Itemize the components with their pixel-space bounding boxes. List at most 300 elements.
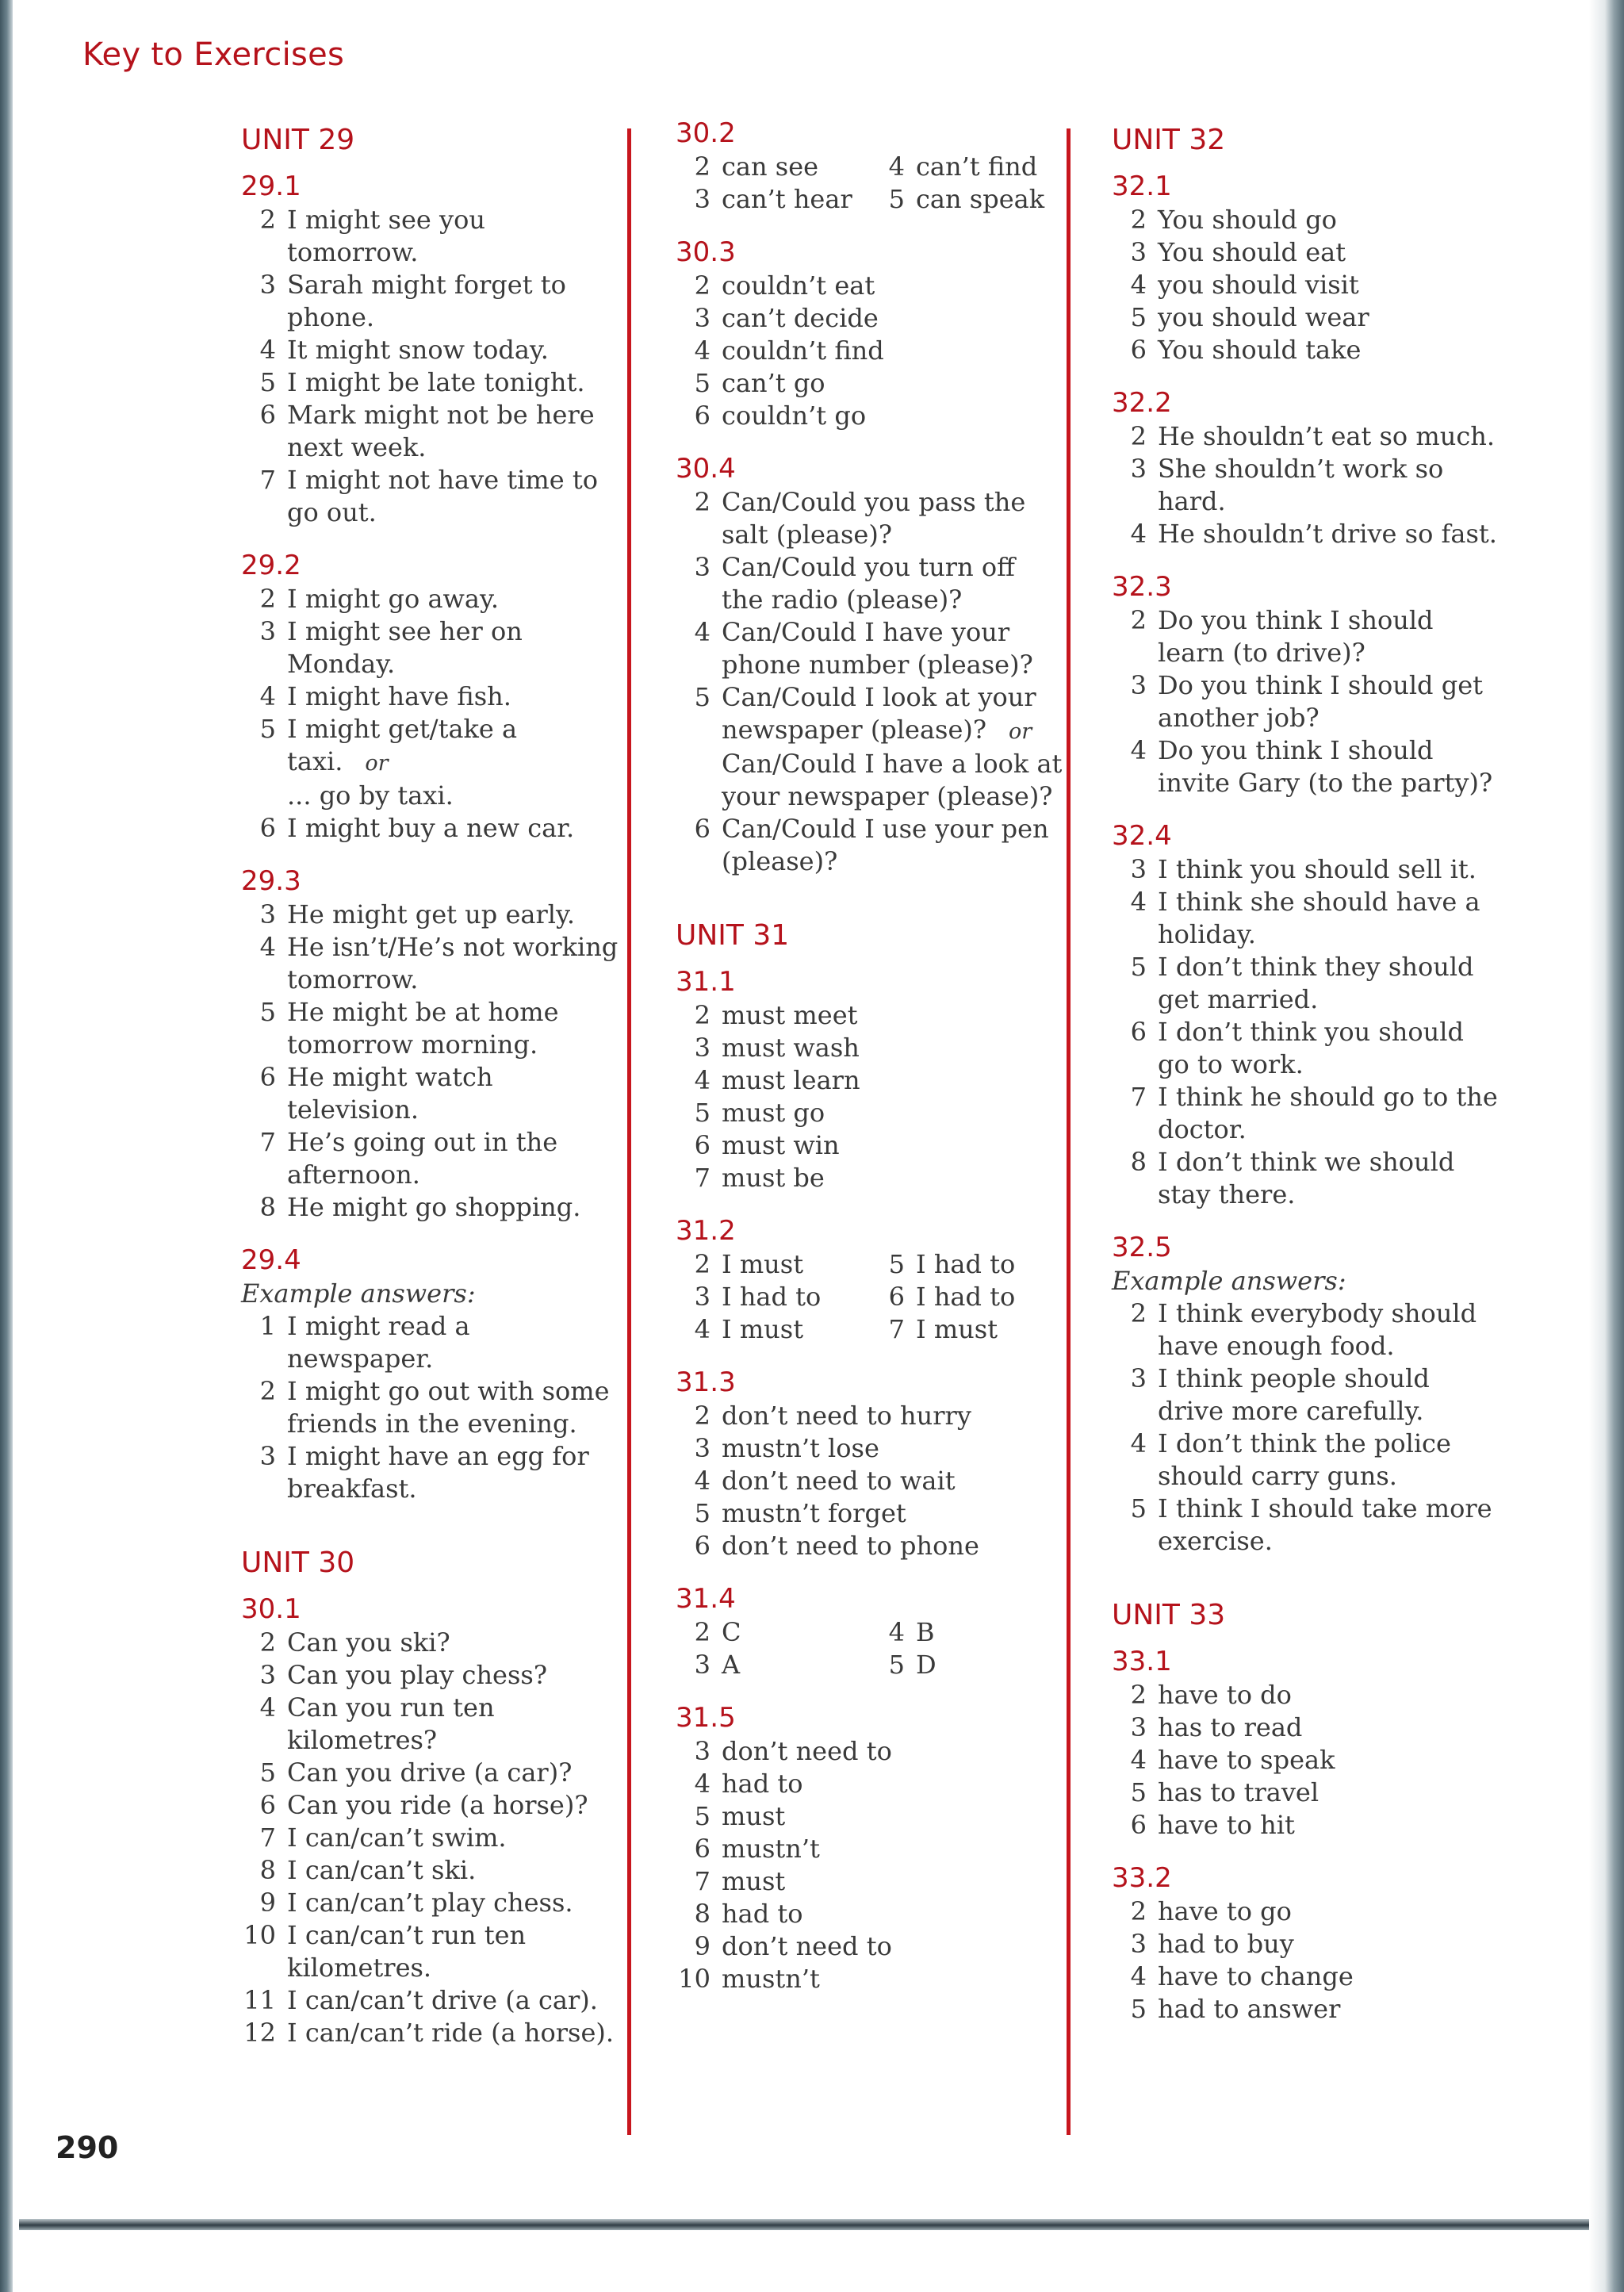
item-number: 3 (1130, 237, 1147, 267)
item-answer: couldn’t go (722, 401, 867, 431)
item-text (1158, 453, 1500, 518)
answer-item (241, 269, 622, 334)
item-answer: He might go shopping. (287, 1192, 581, 1222)
item-text (1158, 1679, 1500, 1711)
item-number: 7 (259, 1127, 276, 1157)
answer-item (676, 302, 1064, 335)
page-header: Key to Exercises (82, 36, 345, 73)
item-text (1158, 204, 1500, 236)
answer-item (1112, 1895, 1500, 1928)
item-number: 5 (259, 714, 276, 744)
answer-item (241, 1191, 622, 1224)
item-text (722, 551, 1064, 616)
item-text (287, 1191, 622, 1224)
item-number: 3 (694, 1650, 710, 1680)
item-number: 8 (694, 1899, 710, 1929)
answer-item (676, 1032, 1064, 1064)
item-number: 10 (678, 1964, 710, 1994)
item-number: 6 (259, 1790, 276, 1820)
exercise-block (676, 453, 1064, 878)
item-answer: Can/Could I use your pen (please)? (722, 814, 1049, 876)
item-number: 4 (259, 932, 276, 962)
item-number: 7 (888, 1314, 905, 1344)
item-answer: I think she should have a holiday. (1158, 887, 1480, 949)
answer-item (1112, 204, 1500, 236)
item-number: 5 (888, 1249, 905, 1279)
item-number: 4 (694, 1314, 710, 1344)
answer-item (1112, 1744, 1500, 1776)
item-number: 2 (694, 1617, 710, 1647)
answer-item (1112, 1928, 1500, 1960)
item-answer: I must (722, 1314, 804, 1344)
item-text (287, 899, 622, 931)
item-answer: I might go away. (287, 584, 499, 614)
unit-heading: UNIT 32 (1112, 124, 1226, 156)
exercise-block (1112, 571, 1500, 799)
answer-item (870, 1248, 1064, 1281)
item-text (722, 1400, 1064, 1432)
item-answer: couldn’t eat (722, 270, 875, 301)
item-answer: couldn’t find (722, 335, 884, 366)
item-answer: I can/can’t ride (a horse). (287, 2018, 615, 2048)
answer-item (676, 748, 1064, 813)
item-number: 2 (694, 1249, 710, 1279)
item-number: 6 (259, 400, 276, 430)
item-number: 5 (259, 997, 276, 1027)
item-answer: must go (722, 1098, 825, 1128)
item-answer: I don’t think they should get married. (1158, 952, 1474, 1014)
item-text (1158, 1776, 1500, 1809)
item-answer: mustn’t (722, 1964, 820, 1994)
exercise-block (1112, 1232, 1500, 1558)
item-number: 4 (888, 151, 905, 182)
exercise-block (676, 1366, 1064, 1562)
item-text (287, 1789, 622, 1822)
exercise-number: 31.4 (676, 1583, 736, 1615)
answer-item (241, 1984, 622, 2017)
answer-item (1112, 853, 1500, 886)
item-number: 4 (694, 1065, 710, 1095)
answer-item (241, 812, 622, 845)
answer-item (1112, 453, 1500, 518)
exercise-block (1112, 1646, 1500, 1842)
exercise-block (1112, 1862, 1500, 2026)
exercise-block (676, 966, 1064, 1194)
item-answer: Can you run ten kilometres? (287, 1692, 495, 1755)
exercise-number: 31.2 (676, 1215, 736, 1247)
answer-item (676, 1898, 1064, 1930)
item-answer: don’t need to (722, 1931, 892, 1961)
item-text (1158, 1895, 1500, 1928)
item-answer: I might get/take a taxi. (287, 714, 518, 776)
answer-item (241, 1310, 622, 1375)
item-answer: must win (722, 1130, 840, 1160)
answer-item (241, 399, 622, 464)
item-number: 5 (888, 1650, 905, 1680)
item-number: 6 (1130, 1017, 1147, 1047)
item-number: 3 (1130, 454, 1147, 484)
item-number: 5 (1130, 952, 1147, 982)
item-number: 4 (1130, 1428, 1147, 1458)
answer-item (1112, 669, 1500, 734)
answer-item (870, 151, 1064, 183)
answer-item (1112, 236, 1500, 269)
item-text (722, 270, 1064, 302)
item-number: 12 (243, 2018, 276, 2048)
exercise-number: 29.2 (241, 550, 301, 581)
item-text (287, 399, 622, 464)
answer-item (1112, 1993, 1500, 2026)
unit-heading: UNIT 33 (1112, 1599, 1226, 1631)
answer-item (241, 1659, 622, 1692)
item-number: 4 (694, 617, 710, 647)
item-answer: can speak (916, 184, 1045, 214)
item-text (722, 302, 1064, 335)
item-answer: Do you think I should learn (to drive)? (1158, 605, 1434, 668)
item-answer: I think I should take more exercise. (1158, 1493, 1492, 1556)
answer-item (241, 1692, 622, 1757)
item-number: 2 (694, 487, 710, 517)
answer-item (1112, 1776, 1500, 1809)
item-text (722, 335, 1064, 367)
column-divider-1 (627, 128, 631, 2135)
item-number: 7 (694, 1866, 710, 1896)
example-note: Example answers: (1112, 1266, 1346, 1296)
answer-item (241, 615, 622, 680)
answer-item (676, 1930, 1064, 1963)
answer-item (241, 780, 622, 812)
answer-item (1112, 1809, 1500, 1842)
item-text (722, 616, 1064, 681)
item-answer: mustn’t forget (722, 1498, 906, 1528)
item-text (722, 1833, 1064, 1865)
answer-item (241, 1126, 622, 1191)
item-number: 3 (1130, 670, 1147, 700)
item-text (1158, 1809, 1500, 1842)
answer-item (241, 1822, 622, 1854)
answer-item (676, 335, 1064, 367)
answer-item (1112, 420, 1500, 453)
item-answer: don’t need to hurry (722, 1401, 971, 1431)
item-answer: mustn’t lose (722, 1433, 879, 1463)
item-answer: Can you play chess? (287, 1660, 547, 1690)
alternative-or: or (1009, 719, 1032, 744)
answer-item (241, 583, 622, 615)
item-text (1158, 1363, 1500, 1428)
item-number: 2 (259, 584, 276, 614)
item-answer: had to (722, 1899, 803, 1929)
item-answer: I think people should drive more carefully. (1158, 1363, 1430, 1426)
answer-item (676, 1833, 1064, 1865)
item-number: 4 (259, 681, 276, 711)
item-answer: can’t find (916, 151, 1038, 182)
item-number: 5 (694, 1498, 710, 1528)
item-number: 3 (1130, 1363, 1147, 1393)
item-number: 5 (888, 184, 905, 214)
answer-item (241, 1887, 622, 1919)
item-number: 4 (1130, 735, 1147, 765)
item-answer: He shouldn’t drive so fast. (1158, 519, 1497, 549)
item-number: 1 (259, 1311, 276, 1341)
answer-item (241, 1757, 622, 1789)
item-answer: I had to (722, 1282, 822, 1312)
item-number: 2 (694, 1401, 710, 1431)
item-answer: Can you drive (a car)? (287, 1757, 573, 1788)
item-number: 5 (259, 1757, 276, 1788)
answer-item (676, 1129, 1064, 1162)
answer-item (241, 899, 622, 931)
item-text (722, 400, 1064, 432)
item-answer: I had to (916, 1282, 1016, 1312)
exercise-number: 30.4 (676, 453, 736, 485)
item-answer: can see (722, 151, 819, 182)
answer-item (1112, 301, 1500, 334)
item-number: 3 (694, 1033, 710, 1063)
item-answer: I must (916, 1314, 998, 1344)
answer-item (241, 680, 622, 713)
answer-item (676, 400, 1064, 432)
item-answer: Can/Could you turn off the radio (please)? (722, 552, 1015, 615)
item-number: 4 (694, 1769, 710, 1799)
answer-item (676, 1465, 1064, 1497)
item-text (722, 1898, 1064, 1930)
item-text (722, 1432, 1064, 1465)
exercise-block (1112, 820, 1500, 1211)
item-number: 3 (259, 1441, 276, 1471)
item-answer: I might see her on Monday. (287, 616, 523, 679)
exercise-block (241, 550, 622, 845)
item-text (287, 996, 622, 1061)
item-text (1158, 269, 1500, 301)
item-answer: I might buy a new car. (287, 813, 575, 843)
item-answer: I might not have time to go out. (287, 465, 598, 527)
item-number: 4 (259, 335, 276, 365)
item-text (1158, 301, 1500, 334)
item-number: 2 (1130, 1680, 1147, 1710)
item-answer: don’t need to (722, 1736, 892, 1766)
item-answer: Can/Could I have a look at your newspaper (please)? (722, 749, 1063, 811)
item-text (1158, 886, 1500, 951)
item-answer: mustn’t (722, 1834, 820, 1864)
exercise-number: 32.1 (1112, 171, 1172, 202)
answer-item (676, 551, 1064, 616)
answer-item (870, 1616, 1064, 1649)
item-text (1158, 1297, 1500, 1363)
item-number: 5 (694, 1098, 710, 1128)
item-answer: you should visit (1158, 270, 1359, 300)
item-answer: I might see you tomorrow. (287, 205, 485, 267)
item-answer: I can/can’t play chess. (287, 1888, 573, 1918)
answer-item (241, 996, 622, 1061)
answer-item (676, 681, 1064, 748)
item-text (1158, 1493, 1500, 1558)
answer-item (870, 1649, 1064, 1681)
item-answer: Can you ride (a horse)? (287, 1790, 588, 1820)
item-number: 4 (1130, 270, 1147, 300)
answer-item (676, 1313, 870, 1346)
column-divider-2 (1067, 128, 1071, 2135)
item-text (287, 1887, 622, 1919)
item-answer: you should wear (1158, 302, 1369, 332)
item-answer: can’t hear (722, 184, 852, 214)
item-text (722, 813, 1064, 878)
book-spine-right (1589, 0, 1624, 2292)
item-answer: must learn (722, 1065, 860, 1095)
item-number: 6 (694, 1130, 710, 1160)
exercise-number: 31.1 (676, 966, 736, 998)
answer-item (676, 486, 1064, 551)
item-number: 11 (243, 1985, 276, 2015)
item-answer: Can you ski? (287, 1627, 450, 1658)
item-number: 6 (694, 1834, 710, 1864)
item-answer: have to go (1158, 1896, 1292, 1926)
exercise-number: 31.5 (676, 1702, 736, 1734)
answer-item (1112, 1711, 1500, 1744)
item-text (1158, 420, 1500, 453)
answer-item (676, 813, 1064, 878)
item-text (287, 1061, 622, 1126)
example-note: Example answers: (241, 1278, 476, 1309)
answer-item (1112, 1146, 1500, 1211)
answer-item (241, 334, 622, 366)
item-number: 3 (259, 899, 276, 929)
item-number: 6 (694, 814, 710, 844)
item-text (722, 1162, 1064, 1194)
item-answer: has to read (1158, 1712, 1303, 1742)
item-text (722, 367, 1064, 400)
item-text (287, 713, 622, 780)
answer-item (241, 464, 622, 529)
answer-item (241, 1789, 622, 1822)
item-text (287, 1375, 622, 1440)
answer-item (1112, 1297, 1500, 1363)
item-answer: have to hit (1158, 1810, 1295, 1840)
exercise-block (676, 1215, 1064, 1346)
item-text (287, 931, 622, 996)
item-number (241, 780, 287, 812)
item-number: 2 (259, 205, 276, 235)
item-answer: had to answer (1158, 1994, 1341, 2024)
answer-item (676, 1281, 870, 1313)
item-number: 3 (1130, 854, 1147, 884)
item-text (1158, 604, 1500, 669)
item-number: 6 (259, 1062, 276, 1092)
item-answer: Can/Could I look at your newspaper (please)? (722, 682, 1036, 745)
item-text (1158, 951, 1500, 1016)
item-number: 3 (694, 1736, 710, 1766)
item-answer: don’t need to wait (722, 1466, 956, 1496)
page-number: 290 (56, 2130, 119, 2165)
item-text (722, 486, 1064, 551)
alternative-or: or (365, 751, 389, 776)
item-text (1158, 853, 1500, 886)
item-number: 2 (1130, 421, 1147, 451)
answer-item (1112, 518, 1500, 550)
item-answer: had to buy (1158, 1929, 1294, 1959)
answer-item (241, 931, 622, 996)
item-text (287, 1984, 622, 2017)
answer-item (676, 616, 1064, 681)
answer-item (676, 151, 870, 183)
item-answer: don’t need to phone (722, 1531, 979, 1561)
item-answer: have to change (1158, 1961, 1354, 1991)
item-text (287, 680, 622, 713)
answer-item (676, 1432, 1064, 1465)
item-answer: He might be at home tomorrow morning. (287, 997, 559, 1060)
item-text (287, 1854, 622, 1887)
answer-item (676, 1616, 870, 1649)
answer-item (676, 1800, 1064, 1833)
exercise-block (241, 1244, 622, 1505)
item-text (722, 1768, 1064, 1800)
item-answer: I don’t think you should go to work. (1158, 1017, 1464, 1079)
unit-heading: UNIT 29 (241, 124, 355, 156)
answer-item (241, 366, 622, 399)
item-text (722, 1963, 1064, 1995)
item-text (287, 1822, 622, 1854)
item-answer: Do you think I should invite Gary (to the party)? (1158, 735, 1493, 798)
item-number: 5 (694, 368, 710, 398)
item-answer: I might be late tonight. (287, 367, 585, 397)
answer-item (676, 367, 1064, 400)
item-text (1158, 1744, 1500, 1776)
exercise-number: 32.5 (1112, 1232, 1172, 1263)
item-number: 3 (1130, 1712, 1147, 1742)
answer-item (870, 1281, 1064, 1313)
item-text (722, 1930, 1064, 1963)
exercise-block (1112, 387, 1500, 550)
item-number: 7 (259, 465, 276, 495)
item-text (1158, 1928, 1500, 1960)
answer-item (1112, 1363, 1500, 1428)
exercise-number: 32.2 (1112, 387, 1172, 419)
item-text (1158, 1016, 1500, 1081)
item-number: 3 (259, 616, 276, 646)
item-number: 5 (694, 682, 710, 712)
answer-item (1112, 1081, 1500, 1146)
item-answer: She shouldn’t work so hard. (1158, 454, 1444, 516)
item-number: 4 (1130, 519, 1147, 549)
item-answer: have to speak (1158, 1745, 1335, 1775)
item-answer: had to (722, 1769, 803, 1799)
item-answer: must (722, 1866, 786, 1896)
item-number: 7 (1130, 1082, 1147, 1112)
exercise-number: 30.3 (676, 236, 736, 268)
answer-item (1112, 886, 1500, 951)
item-answer: can’t decide (722, 303, 879, 333)
item-answer: He’s going out in the afternoon. (287, 1127, 558, 1190)
item-answer: Can/Could you pass the salt (please)? (722, 487, 1026, 550)
item-answer: must meet (722, 1000, 858, 1030)
item-number: 7 (694, 1163, 710, 1193)
item-answer: He isn’t/He’s not working tomorrow. (287, 932, 619, 995)
item-number: 4 (1130, 1961, 1147, 1991)
item-text (287, 1659, 622, 1692)
page-bottom-edge (19, 2219, 1589, 2230)
item-number: 8 (1130, 1147, 1147, 1177)
item-answer: He shouldn’t eat so much. (1158, 421, 1496, 451)
item-answer: You should eat (1158, 237, 1346, 267)
item-answer: It might snow today. (287, 335, 549, 365)
item-number: 3 (694, 1433, 710, 1463)
item-number: 4 (694, 1466, 710, 1496)
item-text (287, 615, 622, 680)
item-number: 5 (1130, 1777, 1147, 1807)
item-text (1158, 1428, 1500, 1493)
answer-grid (676, 1616, 1064, 1681)
item-answer: ... go by taxi. (287, 780, 454, 811)
item-answer: You should go (1158, 205, 1337, 235)
